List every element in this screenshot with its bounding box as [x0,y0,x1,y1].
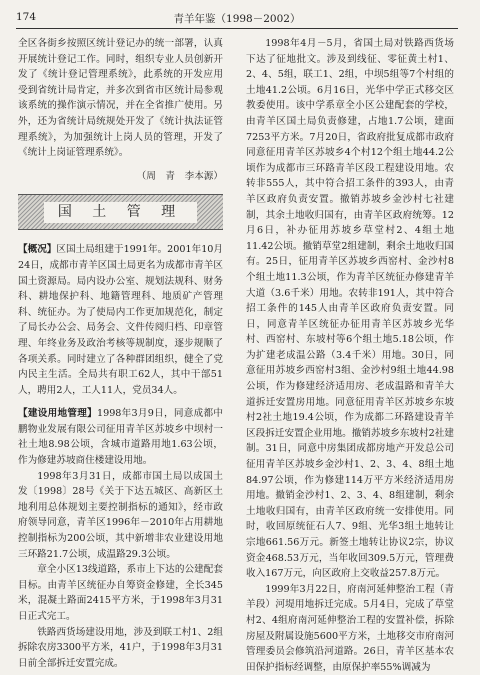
section-heading-banner [18,194,223,230]
requisition-paragraph-1999: 1999年3月22日，府南河延伸整治工程（青羊段）河堤用地拆迁完成。5月4日，完成了草堂村2、4组府南河延伸整治工程的安置补偿，拆除房屋及附属设施5600平方米，土地移交市府南河管理委员会修筑沿河道路。26日，青羊区基本农田保护指标经调整，由原保护率55%调减为 [246,583,454,673]
section-title: 国 土 管 理 [44,202,197,224]
author-byline: （周 青 李本源） [136,170,223,182]
overview-text: 区国土局组建于1991年。2001年10月24日，成都市青羊区国土局更名为成都市青羊区国土资源局。局内设办公室、规划法规科、财务科、耕地保护科、地籍管理科、地质矿产管理科、统征办。为了使局内工作更加规范化，制定了局长办公会、局务会、文件传阅归档、印章管理、年终业务及政治考核等规制度，逐步规顺了各项关系。同时建立了各种群团组织，健全了党内民主生活。全局共有职工62人，其中干部51人，聘用2人，工人11人，党员34人。 [18,244,223,396]
overview-paragraph [18,242,223,398]
land-use-text-1: 1998年3月9日，同意成都中鹏物业发展有限公司征用青羊区苏坡乡中坝村一社土地8.98公顷，含城市道路用地1.63公顷，作为修建苏坡商住楼建设用地。 [18,408,224,467]
right-column [246,36,454,673]
land-use-lead: 【建设用地管理】 [18,408,97,420]
land-use-paragraph-2: 1998年3月31日，成都市国土局以成国土发〔1998〕28号《关于下达五城区、高新区土地利用总体规划主要控制指标的通知》，经市政府领导同意，青羊区1996年－2010年占用耕地控制指标为200公顷，其中新增非农业建设用地三环路21.7公顷，成温路29.3公顷。 [18,470,223,560]
land-use-paragraph-4: 铁路西货场建设用地，涉及到联工村1、2组拆除农房3300平方米，41户，于1998年3月31日前全部拆迁安置完成。 [18,626,223,669]
land-use-paragraph-3: 章全小区13线道路，系市上下达的公建配套目标。由青羊区统征办自筹资金修建，全长345米，混凝土路面2415平方米，于1998年3月31日正式完工。 [18,564,223,622]
overview-lead: 【概况】 [18,244,57,256]
left-column [18,36,224,669]
statistics-paragraph: 全区各街乡按照区统计登记办的统一部署，认真开展统计登记工作。同时，组织专业人员创新开发了《统计登记管理系统》，此系统的开发应用受到省统计局肯定，并多次到省市区统计局参观该系统的操作演示情况，并在全省推广使用。另外，还为省统计局统规处开发了《统计执法证管理系统》，为加强统计上岗人员的管理，开发了《统计上岗证管理系统》。 [18,38,223,159]
page-number: 174 [16,11,37,23]
page-header [16,6,458,29]
land-use-paragraph-1 [18,406,223,468]
running-title: 青羊年鉴（1998－2002） [173,13,301,25]
requisition-paragraph-1998: 1998年4月－5月，省国土局对铁路西货场下达了征地批文。涉及到线征、零征黄土村1、2、4、5组，联工1、2组，中坝5组等7个村组的土地41.2公顷。6月16日，光华中学正式移交区教委使用。该中学系章全小区公建配套的学校，由青羊区国土局负责修建，占地1.7公顷，建面7253平方米。7月20日，省政府批复成都市政府同意征用青羊区苏坡乡4个村12个组土地44.2公顷作为成都市三环路青羊区段工程建设用地。农转非555人，其中符合招工条件的393人，由青羊区政府负责安置。撤销苏坡乡金沙村七社建制，其余土地收归国有，由青羊区政府统筹。12月6日，补办征用苏坡乡草堂村2、4组土地11.42公顷。撤销草堂2组建制，剩余土地收归国有。25日，征用青羊区苏坡乡西窑村、金沙村8个组土地11.3公顷，作为青羊区统征办修建青羊大道（3.6千米）用地。农转非191人，其中符合招工条件的145人由青羊区政府负责安置。同日，同意青羊区统征办征用青羊区苏坡乡光华村、西窑村、东坡村等6个组土地5.18公顷，作为扩建老成温公路（3.4千米）用地。30日，同意征用苏坡乡西窑村3组、金沙村9组土地44.98公顷，作为修建经济适用房、老成温路和青羊大道拆迁安置房用地。同意征用青羊区苏坡乡东坡村2社土地19.4公顷，作为成都二环路建设青羊区段拆迁安置企业用地。撤销苏坡乡东坡村2社建制。31日，同意中房集团成都房地产开发总公司征用青羊区苏坡乡金沙村1、2、3、4、8组土地84.97公顷，作为修建114万平方米经济适用房用地。撤销金沙村1、2、3、4、8组建制，剩余土地收归国有，由青羊区政府统一安排使用。同时，收回原统征石人7、9组、光华3组土地转让宗地661.56万元。新签土地转让协议2宗，协议资金468.53万元，当年收回309.5万元，管理费收入167万元，向区政府上交收益257.8万元。 [246,38,454,580]
